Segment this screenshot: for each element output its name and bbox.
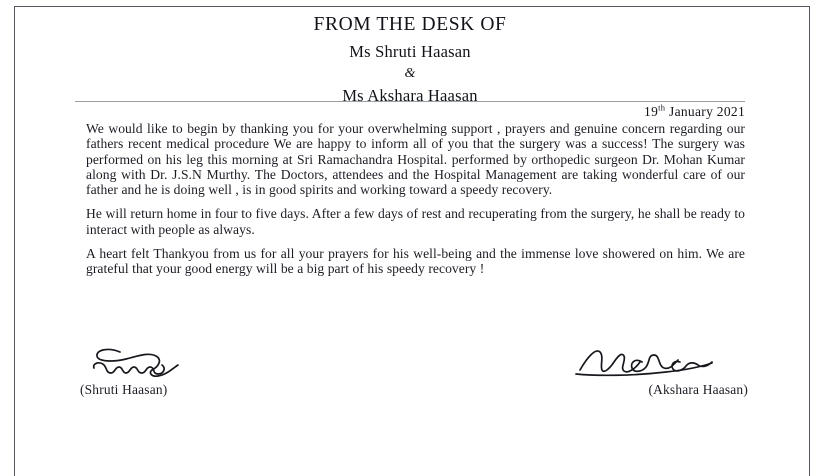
paragraph-2: He will return home in four to five days. After a few days of rest and recuperating from the surgery, he shall be ready to interact with people as always. [86,206,745,237]
signature-block-akshara [470,340,750,450]
letterhead-name-akshara: Ms Akshara Haasan [342,86,478,106]
date-rest: January 2021 [665,104,745,119]
signature-label-shruti: (Shruti Haasan) [80,382,168,397]
paragraph-3: A heart felt Thankyou from us for all your prayers for his well-being and the immense love showered on him. We are grateful that your good energy will be a big part of his speedy recovery ! [86,246,745,277]
letterhead-name-shruti: Ms Shruti Haasan [349,42,471,62]
paragraph-1: We would like to begin by thanking you for your overwhelming support , prayers and genuine concern regarding our fathers recent medical procedure We are happy to inform all of you that the surgery was a success! The surgery was performed on his leg this morning at Sri Ramachandra Hospital. performed by orthopedic surgeon Dr. Mohan Kumar along with Dr. J.S.N Murthy. The Doctors, attendees and the Hospital Management are taking wonderful care of our father and he is doing well , is in good spirits and working toward a speedy recovery. [86,121,745,198]
letter-date [75,104,745,120]
signature-block-shruti [80,340,380,450]
handwritten-signature-icon [562,340,742,382]
letterhead-title: FROM THE DESK OF [313,14,507,35]
handwritten-signature-icon [86,340,236,382]
signature-label-akshara: (Akshara Haasan) [648,382,748,397]
letterhead [75,14,745,107]
header-divider [75,101,745,102]
letterhead-ampersand: & [404,66,416,82]
date-ordinal-suffix: th [658,102,666,113]
letter-body [86,121,745,277]
date-day: 19 [644,104,659,119]
